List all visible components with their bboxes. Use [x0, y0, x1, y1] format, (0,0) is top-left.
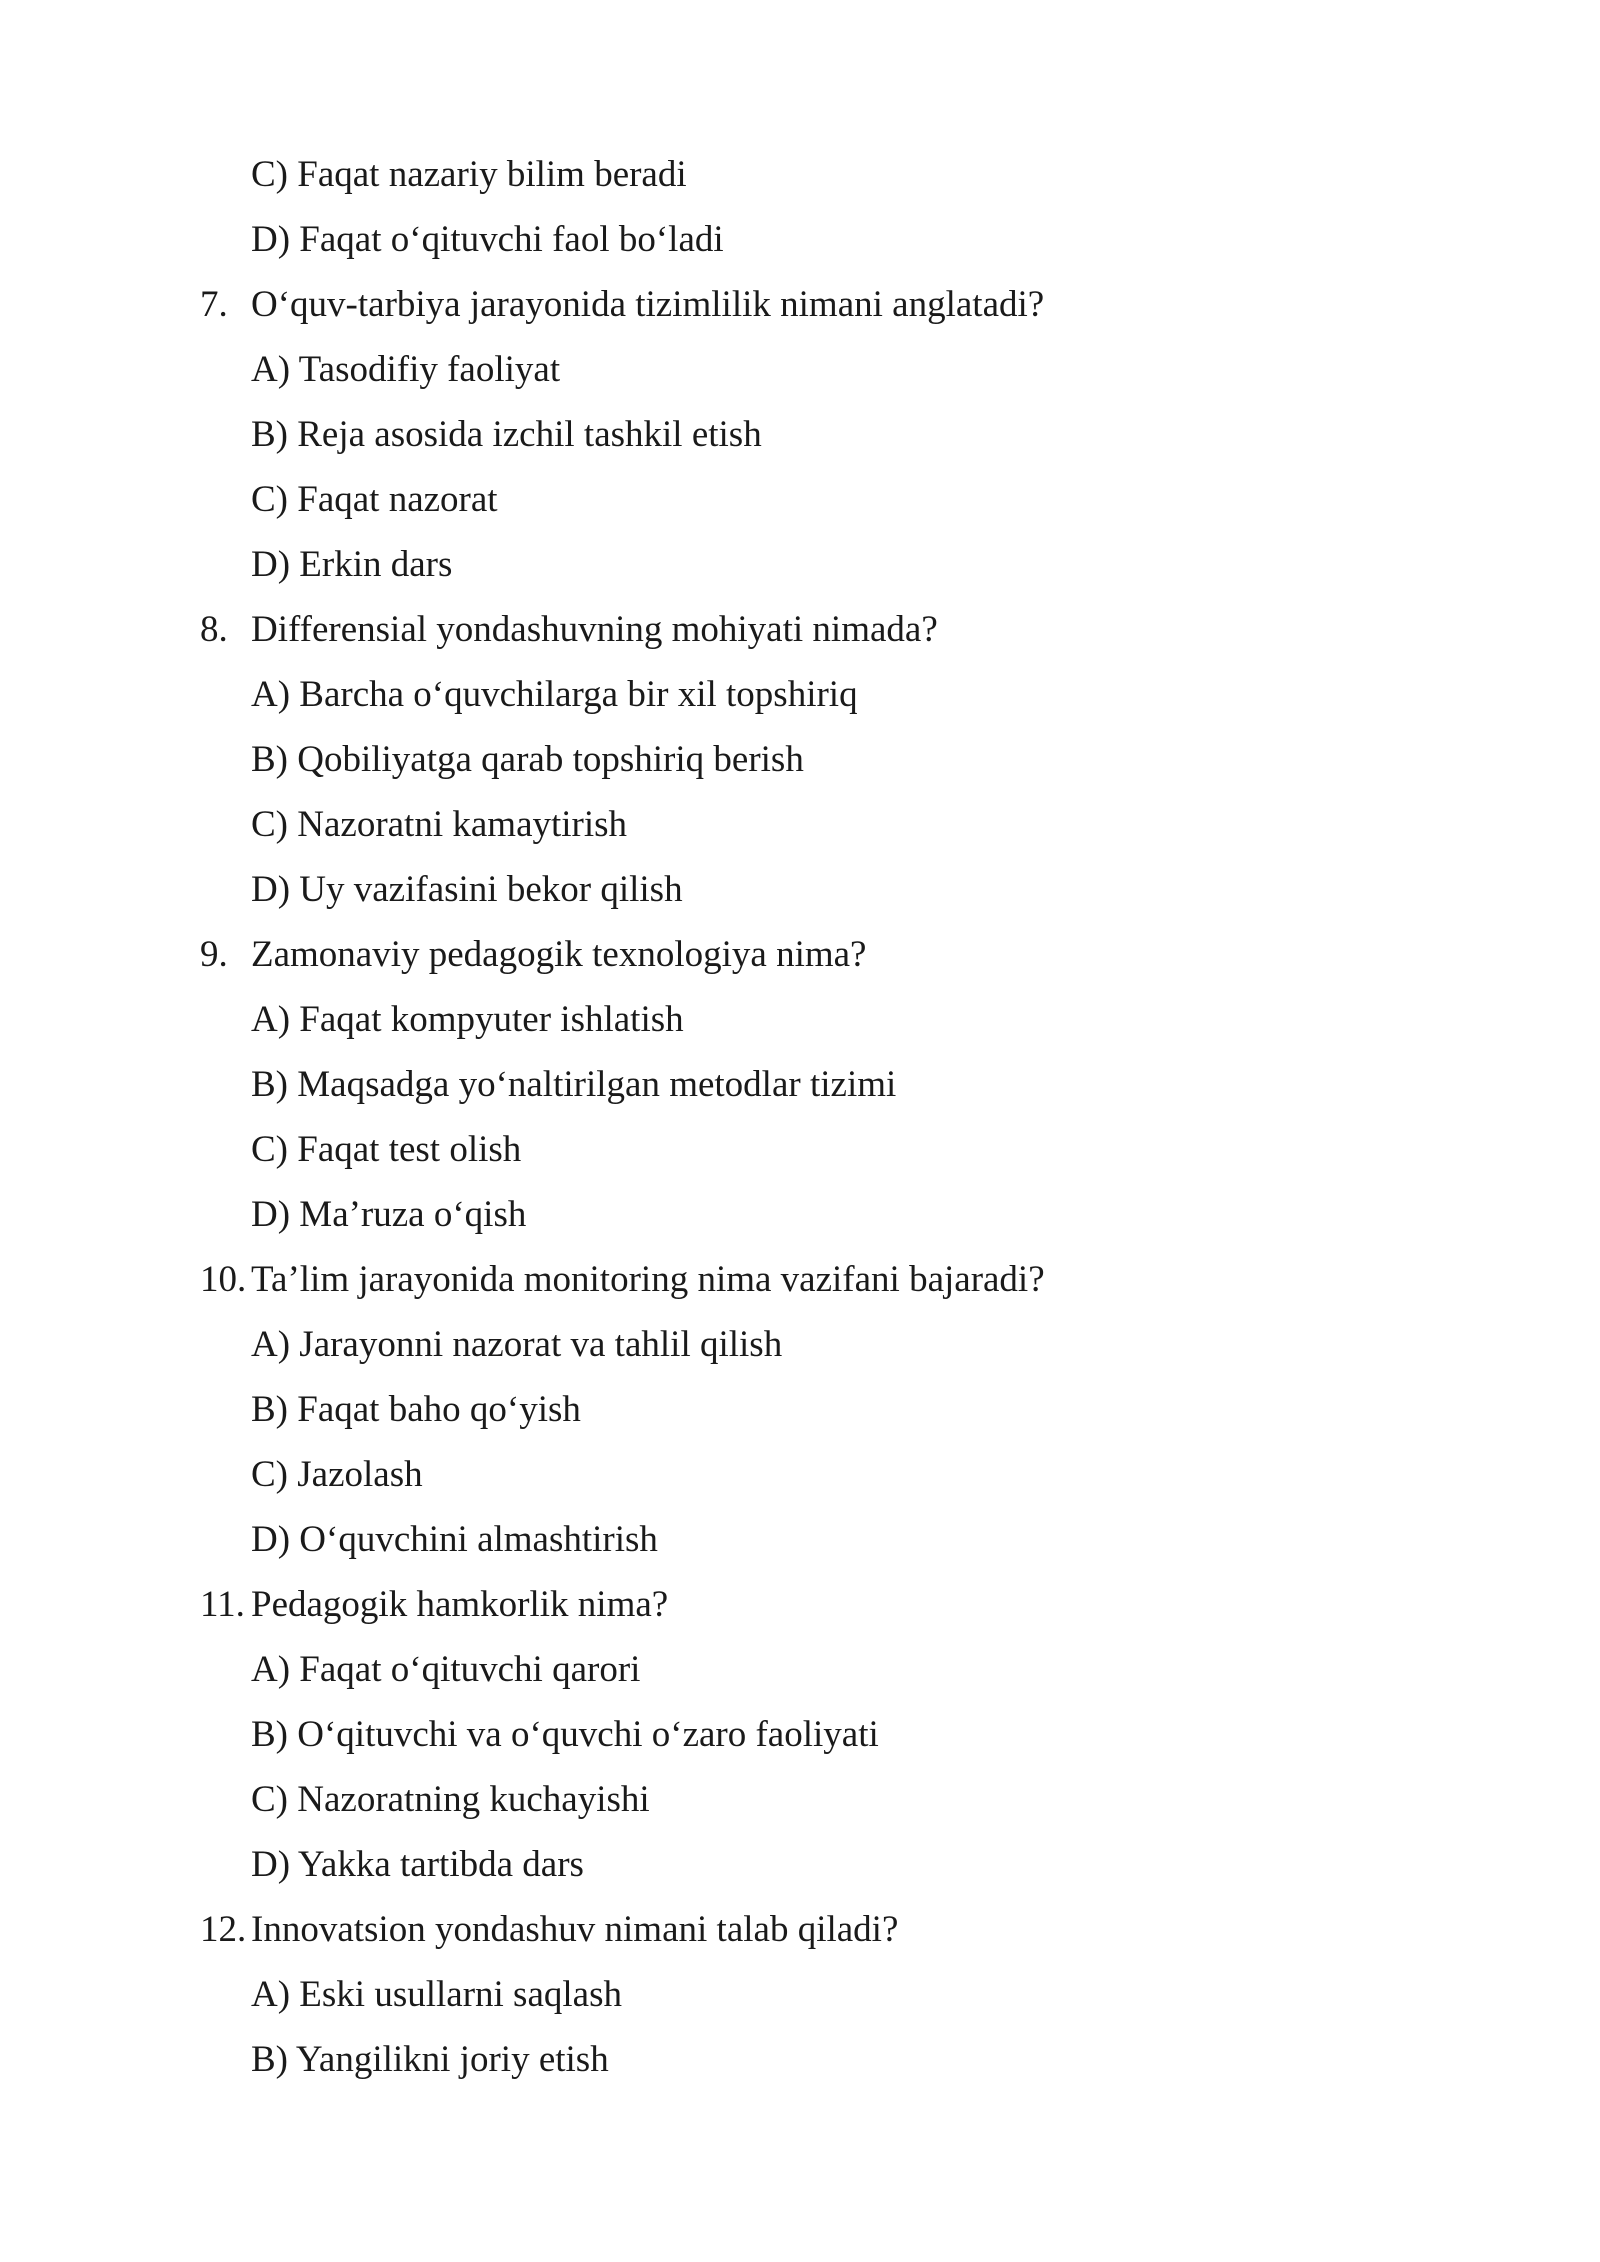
option-a: A) Barcha o‘quvchilarga bir xil topshiriq — [251, 674, 858, 715]
option-b: B) O‘qituvchi va o‘quvchi o‘zaro faoliyati — [251, 1714, 879, 1755]
question-number: 11. — [200, 1584, 245, 1625]
question-number: 8. — [200, 609, 228, 650]
option-a: A) Faqat kompyuter ishlatish — [251, 999, 684, 1040]
option-b: B) Yangilikni joriy etish — [251, 2039, 609, 2080]
question-text: Zamonaviy pedagogik texnologiya nima? — [251, 934, 867, 975]
option-d: D) Uy vazifasini bekor qilish — [251, 869, 683, 910]
option-b: B) Qobiliyatga qarab topshiriq berish — [251, 739, 804, 780]
option-c: C) Faqat nazorat — [251, 479, 498, 520]
option-c: C) Faqat test olish — [251, 1129, 522, 1170]
question-text: Differensial yondashuvning mohiyati nimada? — [251, 609, 938, 650]
option-b: B) Maqsadga yo‘naltirilgan metodlar tizimi — [251, 1064, 897, 1105]
question-text: Innovatsion yondashuv nimani talab qiladi? — [251, 1909, 899, 1950]
question-number: 9. — [200, 934, 228, 975]
option-a: A) Jarayonni nazorat va tahlil qilish — [251, 1324, 783, 1365]
option-c: C) Nazoratning kuchayishi — [251, 1779, 650, 1820]
question-text: Ta’lim jarayonida monitoring nima vazifani bajaradi? — [251, 1259, 1045, 1300]
question-text: Pedagogik hamkorlik nima? — [251, 1584, 669, 1625]
option-a: A) Tasodifiy faoliyat — [251, 349, 561, 390]
option-d: D) Yakka tartibda dars — [251, 1844, 584, 1885]
option-b: B) Faqat baho qo‘yish — [251, 1389, 581, 1430]
question-number: 10. — [200, 1259, 247, 1300]
option-c: C) Faqat nazariy bilim beradi — [251, 154, 687, 195]
option-d: D) Erkin dars — [251, 544, 453, 585]
option-c: C) Jazolash — [251, 1454, 423, 1495]
option-d: D) Faqat o‘qituvchi faol bo‘ladi — [251, 219, 724, 260]
option-b: B) Reja asosida izchil tashkil etish — [251, 414, 762, 455]
question-text: O‘quv-tarbiya jarayonida tizimlilik nimani anglatadi? — [251, 284, 1045, 325]
option-a: A) Faqat o‘qituvchi qarori — [251, 1649, 641, 1690]
option-a: A) Eski usullarni saqlash — [251, 1974, 622, 2015]
option-c: C) Nazoratni kamaytirish — [251, 804, 628, 845]
question-number: 7. — [200, 284, 228, 325]
question-number: 12. — [200, 1909, 247, 1950]
option-d: D) O‘quvchini almashtirish — [251, 1519, 658, 1560]
option-d: D) Ma’ruza o‘qish — [251, 1194, 527, 1235]
